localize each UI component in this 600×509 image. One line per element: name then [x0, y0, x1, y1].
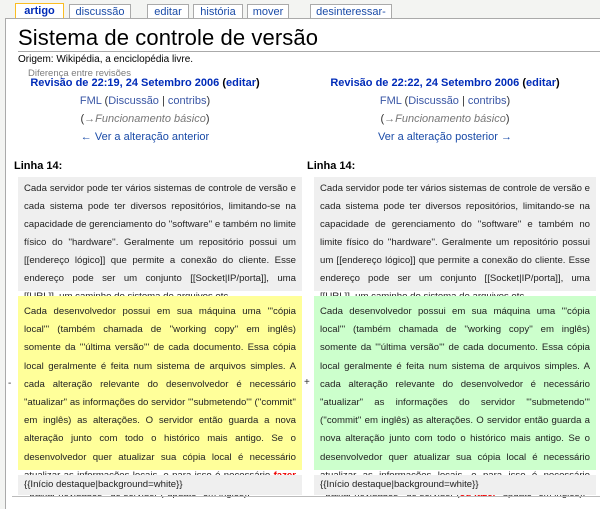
old-section-arrow[interactable]: →: [84, 113, 96, 125]
old-user-link[interactable]: FML: [79, 95, 102, 107]
added-line-marker: +: [304, 377, 310, 388]
content-sub: Diferença entre revisões: [28, 68, 131, 79]
old-contribs-link[interactable]: contribs: [167, 95, 207, 107]
bottom-divider: [12, 496, 600, 497]
tab-mover[interactable]: mover: [247, 4, 289, 19]
tab-artigo[interactable]: artigo: [15, 3, 64, 19]
new-edit-link[interactable]: editar: [526, 77, 556, 89]
title-divider: [18, 51, 600, 52]
old-talk-link[interactable]: Discussão: [108, 95, 159, 107]
tab-historia[interactable]: história: [193, 4, 243, 19]
added-text-before: Cada desenvolvedor possui em sua máquina uma '''cópia local''' (também chamada de ''working copy'' em inglês) somente da '''última versão''' de cada documento. Essa cópia local geralmente é feita num sistema de arquivos simples. A cada alteração relevante do desenvolvedor é necessário "atualizar" as informações do servidor '''submetendo''' (''commit'' em inglês) as alterações. O servidor então guarda a nova alteração junto com todo o histórico mais antigo. Se o desenvolvedor quer atualizar sua cópia local é necessário: [320, 306, 590, 463]
new-user-link[interactable]: FML: [379, 95, 402, 107]
tab-bar: [0, 0, 600, 19]
new-context-paragraph: Cada servidor pode ter vários sistemas de controle de versão e cada sistema pode ter diversos repositórios, limitando-se na capacidade de gerenciamento do ''software'' e também no limite físico do ''hardware''. Geralmente um repositório possui um [[endereço lógico]] que permite a conexão do cliente. Esse endereço pode ser um conjunto [[Socket|IP/porta]], uma: [314, 177, 596, 291]
new-revision-header: Revisão de 22:22, 24 Setembro 2006 (editar) FML (Discussão | contribs) (→Funcionamento básico) Ver a alteração posterior →: [330, 77, 560, 143]
tab-discussao[interactable]: discussão: [69, 4, 131, 19]
old-context-paragraph: Cada servidor pode ter vários sistemas de controle de versão e cada sistema pode ter diversos repositórios, limitando-se na capacidade de gerenciamento do ''software'' e também no limite físico do ''hardware''. Geralmente um repositório possui um [[endereço lógico]] que permite a conexão do cliente. Esse endereço pode ser um conjunto [[Socket|IP/porta]], uma: [18, 177, 302, 291]
new-talk-link[interactable]: Discussão: [408, 95, 459, 107]
tab-editar[interactable]: editar: [147, 4, 189, 19]
old-context-template: {{Início destaque|background=white}}: [18, 475, 302, 495]
added-line: [314, 296, 596, 470]
deleted-line-marker: -: [8, 378, 12, 389]
new-line-number: Linha 14:: [307, 160, 356, 172]
new-section-arrow[interactable]: →: [384, 113, 396, 125]
deleted-text-before: Cada desenvolvedor possui em sua máquina uma '''cópia local''' (também chamada de ''working copy'' em inglês) somente da '''última versão''' de cada documento. Essa cópia local geralmente é feita num sistema de arquivos simples. A cada alteração relevante do desenvolvedor é necessário "atualizar" as informações do servidor '''submetendo''' (''commit'' em inglês) as alterações. O servidor então guarda a nova alteração junto com todo o histórico mais antigo. Se o desenvolvedor quer atualizar sua cópia local é necessário: [24, 306, 296, 463]
old-edit-link[interactable]: editar: [226, 77, 256, 89]
next-diff-link[interactable]: Ver a alteração posterior →: [378, 131, 512, 143]
old-line-number: Linha 14:: [14, 160, 63, 172]
tab-desinteressar[interactable]: desinteressar-: [310, 4, 392, 19]
new-edit-summary: Funcionamento básico: [395, 113, 506, 125]
page-title: Sistema de controle de versão: [18, 25, 319, 50]
deleted-line: [18, 296, 302, 470]
old-revision-header: Revisão de 22:19, 24 Setembro 2006 (editar) FML (Discussão | contribs) (→Funcionamento básico) ← Ver a alteração anterior: [30, 77, 260, 143]
site-sub: Origem: Wikipédia, a enciclopédia livre.: [18, 54, 194, 65]
previous-diff-link[interactable]: ← Ver a alteração anterior: [80, 131, 210, 143]
old-revision-link[interactable]: Revisão de 22:19, 24 Setembro 2006: [30, 77, 220, 89]
new-revision-link[interactable]: Revisão de 22:22, 24 Setembro 2006: [330, 77, 520, 89]
old-edit-summary: Funcionamento básico: [95, 113, 206, 125]
new-context-template: {{Início destaque|background=white}}: [314, 475, 596, 495]
new-contribs-link[interactable]: contribs: [467, 95, 507, 107]
